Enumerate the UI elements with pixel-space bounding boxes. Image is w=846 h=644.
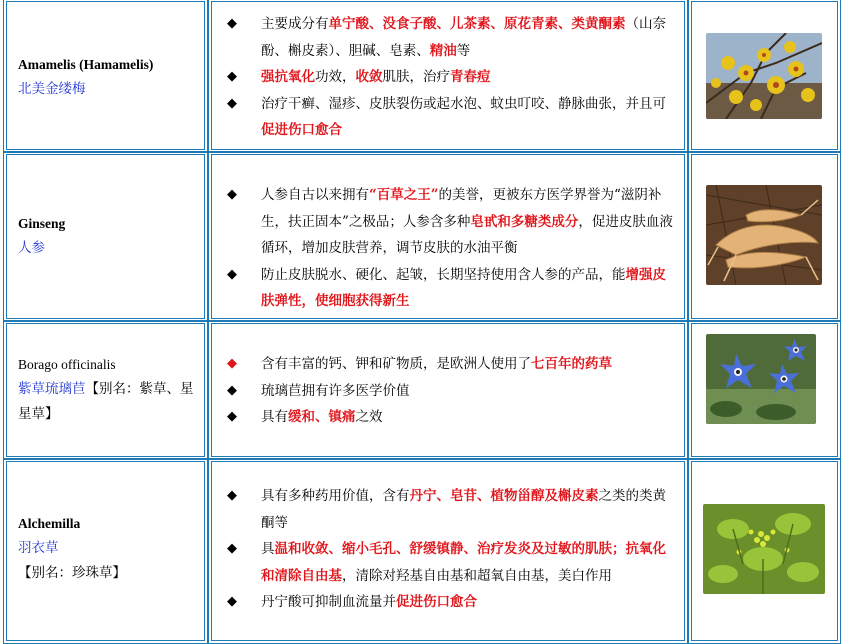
highlighted-text: 单宁酸、没食子酸、儿茶素、原花青素、类黄酮素 — [328, 16, 626, 32]
table-row — [3, 0, 841, 153]
bullet-list — [223, 182, 677, 315]
list-item — [223, 404, 677, 431]
diamond-bullet-icon: ◆ — [227, 594, 237, 609]
list-item — [223, 351, 677, 378]
name-cell — [3, 151, 208, 322]
description-cell — [208, 320, 688, 460]
list-item — [223, 182, 677, 262]
list-item — [223, 64, 677, 91]
highlighted-text: 温和收敛、缩小毛孔、舒缓镇静、治疗发炎及过敏的肌肤；抗氧化和清除自由基 — [261, 541, 666, 584]
ginseng-root-image — [706, 185, 822, 285]
latin-name: Amamelis (Hamamelis) — [18, 57, 154, 72]
list-item — [223, 262, 677, 315]
bullet-text: 主要成分有 — [261, 16, 329, 32]
highlighted-text: 收敛 — [355, 69, 383, 85]
list-item — [223, 91, 677, 144]
diamond-bullet-icon: ◆ — [227, 16, 237, 31]
bullet-text: 肌肤，治疗 — [382, 69, 450, 85]
diamond-bullet-icon: ◆ — [227, 69, 237, 84]
bullet-text: 含有丰富的钙、钾和矿物质，是欧洲人使用了 — [261, 356, 531, 372]
bullet-text: 丹宁酸可抑制血流量并 — [261, 594, 396, 610]
diamond-bullet-icon: ◆ — [227, 488, 237, 503]
alchemilla-plant-image — [703, 504, 825, 594]
bullet-text: （山奈酚、槲皮素）、胆碱、皂素、 — [261, 16, 666, 59]
description-cell — [208, 0, 688, 153]
diamond-bullet-icon: ◆ — [227, 356, 237, 371]
image-cell — [688, 320, 841, 460]
chinese-name: 紫草琉璃苣 — [18, 381, 86, 397]
bullet-text: 之类的类黄酮等 — [261, 488, 666, 531]
diamond-bullet-icon: ◆ — [227, 187, 237, 202]
bullet-text: 功效， — [315, 69, 356, 85]
name-line — [18, 377, 199, 427]
bullet-text: 之效 — [355, 409, 383, 425]
bullet-list — [223, 483, 677, 616]
diamond-bullet-icon: ◆ — [227, 409, 237, 424]
highlighted-text: 青春痘 — [450, 69, 491, 85]
highlighted-text: 强抗氧化 — [261, 69, 315, 85]
highlighted-text: 促进伤口愈合 — [261, 122, 342, 138]
diamond-bullet-icon: ◆ — [227, 541, 237, 556]
list-item — [223, 378, 677, 405]
chinese-name: 羽衣草 — [18, 540, 59, 556]
bullet-text: ，清除对羟基自由基和超氧自由基，美白作用 — [342, 567, 612, 584]
alias-label: 【别名：珍珠草】 — [18, 565, 126, 581]
description-cell — [208, 458, 688, 644]
highlighted-text: 增强皮肤弹性，使细胞获得新生 — [261, 266, 666, 309]
witch-hazel-flower-image — [706, 33, 822, 119]
image-cell — [688, 0, 841, 153]
table-row — [3, 151, 841, 322]
table-row — [3, 458, 841, 644]
name-cell — [3, 320, 208, 460]
bullet-text: 具有多种药用价值，含有 — [261, 488, 410, 504]
latin-name: Borago officinalis — [18, 357, 116, 372]
latin-name: Ginseng — [18, 216, 66, 231]
image-cell — [688, 151, 841, 322]
bullet-text: 等 — [456, 42, 471, 59]
diamond-bullet-icon: ◆ — [227, 266, 237, 282]
highlighted-text: 七百年的药草 — [531, 356, 612, 372]
bullet-text: 治疗干癣、湿疹、皮肤裂伤或起水泡、蚊虫叮咬、静脉曲张，并且可 — [261, 95, 666, 112]
name-cell — [3, 0, 208, 153]
highlighted-text: 精油 — [429, 42, 457, 59]
alias-label: 【别名：紫草、星星草】 — [18, 381, 194, 422]
highlighted-text: 缓和、镇痛 — [288, 409, 356, 425]
latin-name: Alchemilla — [18, 516, 81, 531]
bullet-text: 人参自古以来拥有 — [261, 187, 369, 203]
description-cell — [208, 151, 688, 322]
highlighted-text: 皂甙和多糖类成分 — [470, 213, 579, 230]
name-cell — [3, 458, 208, 644]
diamond-bullet-icon: ◆ — [227, 95, 237, 111]
chinese-name: 北美金缕梅 — [18, 81, 86, 97]
borage-flower-image — [706, 334, 816, 424]
bullet-list — [223, 11, 677, 144]
chinese-name: 人参 — [18, 240, 45, 256]
bullet-text: 具有 — [261, 409, 288, 425]
bullet-list — [223, 351, 677, 431]
highlighted-text: “百草之王” — [369, 187, 439, 203]
bullet-text: 的美誉，更被东方医学界誉为“滋阴补生，扶正固本”之极品；人参含多种 — [261, 187, 662, 230]
diamond-bullet-icon: ◆ — [227, 382, 237, 398]
bullet-text: 琉璃苣拥有许多医学价值 — [261, 382, 410, 399]
highlighted-text: 促进伤口愈合 — [396, 594, 477, 610]
list-item — [223, 11, 677, 64]
bullet-text: 具 — [261, 541, 275, 557]
bullet-text: 防止皮肤脱水、硬化、起皱，长期坚持使用含人参的产品，能 — [261, 266, 626, 283]
list-item — [223, 589, 677, 616]
highlighted-text: 丹宁、皂苷、植物甾醇及槲皮素 — [409, 488, 599, 504]
image-cell — [688, 458, 841, 644]
list-item — [223, 483, 677, 536]
list-item — [223, 536, 677, 589]
table-row — [3, 320, 841, 460]
bullet-text: ，促进皮肤血液循环，增加皮肤营养，调节皮肤的水油平衡 — [261, 213, 673, 256]
